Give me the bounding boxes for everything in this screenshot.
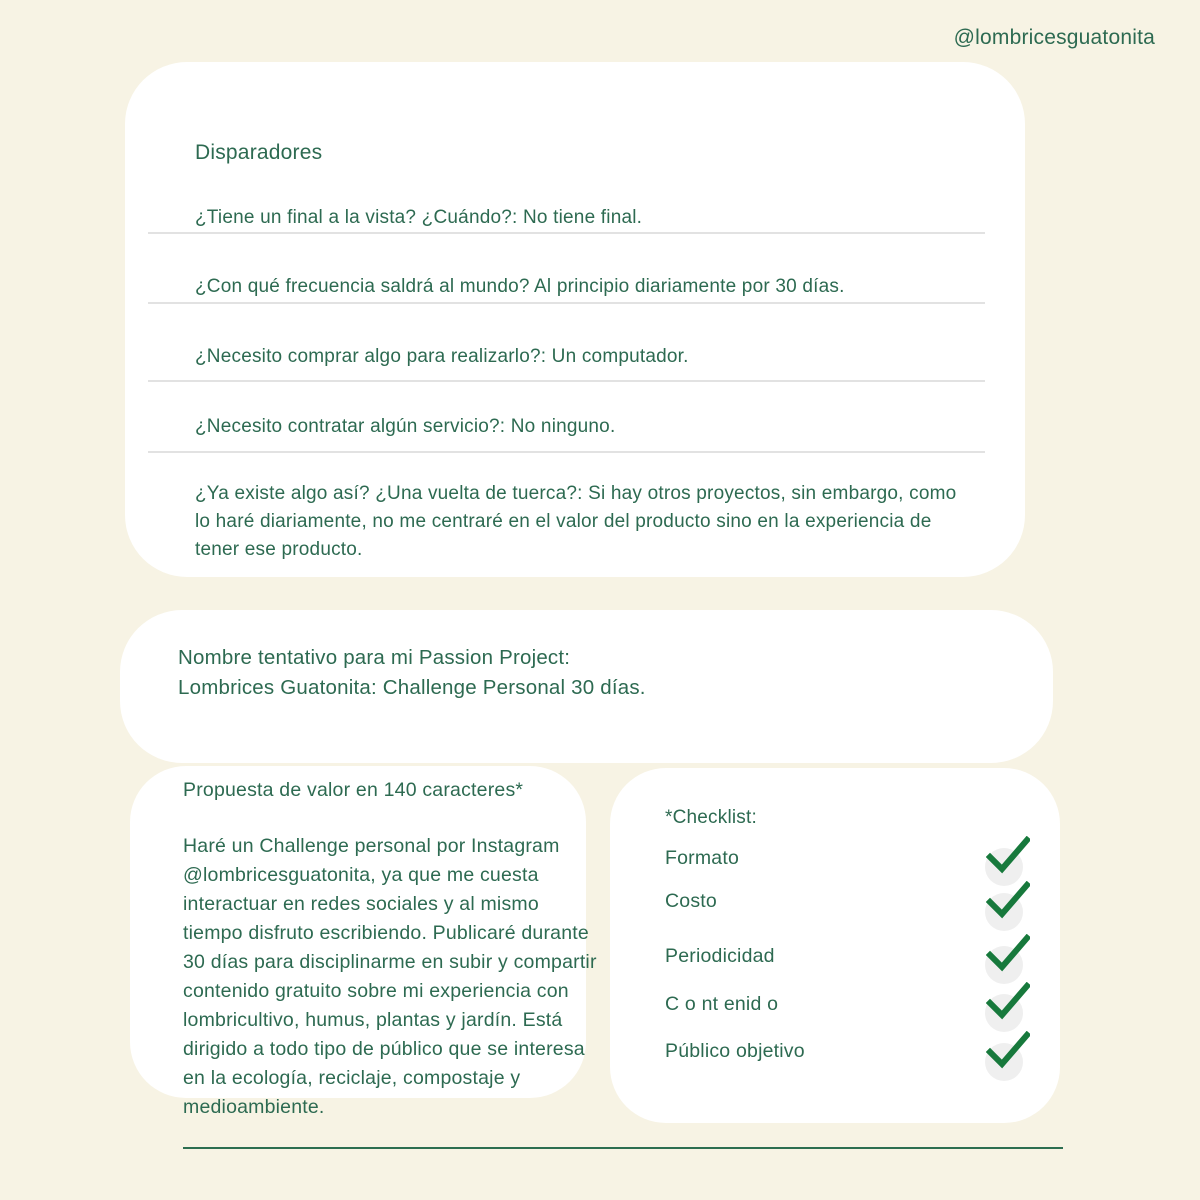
checklist-label: Público objetivo xyxy=(665,1040,805,1062)
separator xyxy=(148,232,985,234)
checklist-title: *Checklist: xyxy=(665,807,757,828)
check-icon xyxy=(986,1031,1030,1069)
check-icon xyxy=(986,881,1030,919)
checkbox-checked xyxy=(985,946,1023,984)
disparadores-title: Disparadores xyxy=(195,141,323,164)
question-ya-existe: ¿Ya existe algo así? ¿Una vuelta de tuerca?: Si hay otros proyectos, sin embargo, como lo haré diariamente, no me centraré en el valor del producto sino en la experiencia de tener ese producto. xyxy=(195,483,957,560)
question-final-a-la-vista: ¿Tiene un final a la vista? ¿Cuándo?: No tiene final. xyxy=(195,207,643,228)
checklist-label: Periodicidad xyxy=(665,945,775,967)
nombre-text xyxy=(178,643,646,703)
nombre-line1: Nombre tentativo para mi Passion Project: xyxy=(178,646,571,669)
nombre-line2: Lombrices Guatonita: Challenge Personal 30 días. xyxy=(178,676,646,699)
propuesta-title: Propuesta de valor en 140 caracteres* xyxy=(183,779,524,801)
check-icon xyxy=(986,836,1030,874)
separator xyxy=(148,451,985,453)
question-comprar-algo: ¿Necesito comprar algo para realizarlo?: Un computador. xyxy=(195,346,689,367)
checklist-label: Costo xyxy=(665,890,717,912)
propuesta-body: Haré un Challenge personal por Instagram @lombricesguatonita, ya que me cuesta interactuar en redes sociales y al mismo tiempo disfruto escribiendo. Publicaré durante 30 días para disciplinarme en subir y compartir contenido gratuito sobre mi experiencia con lombricultivo, humus, plantas y jardín. Está dirigido a todo tipo de público que se interesa en la ecología, reciclaje, compostaje y medioambiente. xyxy=(183,835,597,1118)
question-contratar-servicio: ¿Necesito contratar algún servicio?: No ninguno. xyxy=(195,416,616,437)
checklist-label: C o nt enid o xyxy=(665,993,779,1015)
checklist-label: Formato xyxy=(665,847,740,869)
question-frecuencia: ¿Con qué frecuencia saldrá al mundo? Al principio diariamente por 30 días. xyxy=(195,276,845,297)
checkbox-checked xyxy=(985,893,1023,931)
propuesta-card xyxy=(130,766,597,1118)
bottom-rule xyxy=(183,1147,1063,1149)
checkbox-checked xyxy=(985,994,1023,1032)
instagram-handle: @lombricesguatonita xyxy=(953,26,1155,49)
checkbox-checked xyxy=(985,1043,1023,1081)
checklist-card xyxy=(610,768,1060,1123)
check-icon xyxy=(986,982,1030,1020)
disparadores-card xyxy=(125,62,1025,577)
check-icon xyxy=(986,934,1030,972)
nombre-card xyxy=(120,610,1053,763)
separator xyxy=(148,302,985,304)
separator xyxy=(148,380,985,382)
